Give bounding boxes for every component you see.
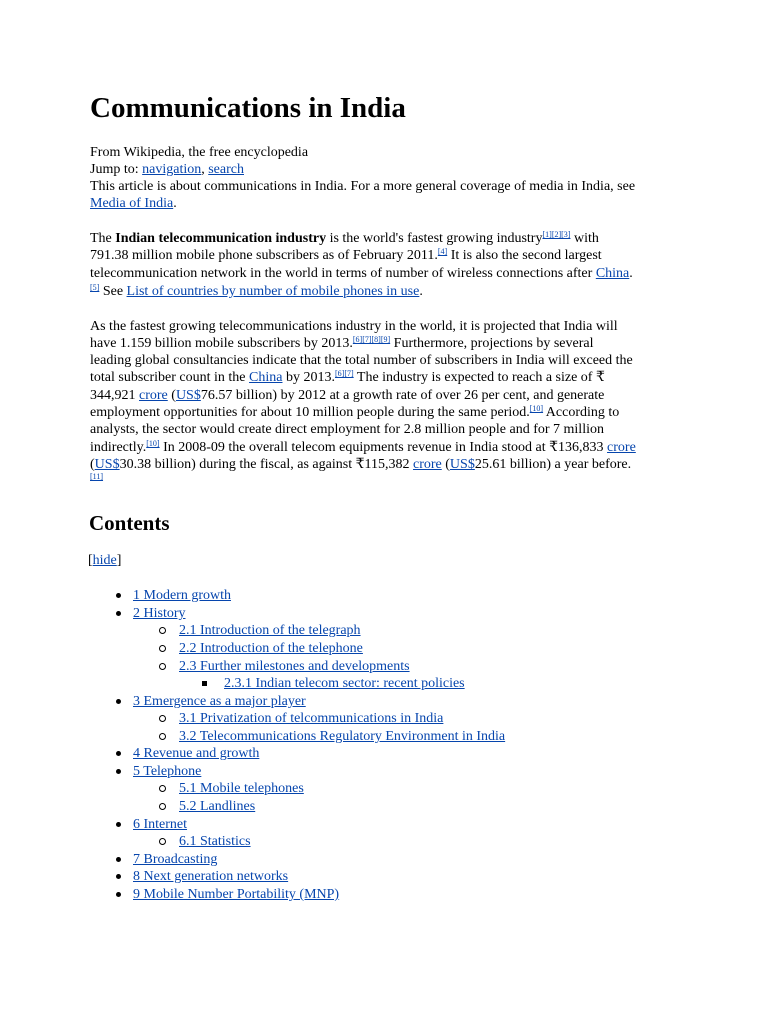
- toc-link[interactable]: 8 Next generation networks: [133, 869, 289, 884]
- toc-item: [179, 780, 304, 797]
- paragraph-2-line-4: total subscriber count in the China by 2013.[6][7] The industry is expected to reach a size of ₹: [90, 369, 605, 385]
- citation-link[interactable]: [6][7]: [334, 369, 354, 378]
- hatnote-line-1: This article is about communications in India. For a more general coverage of media in India, see: [90, 179, 636, 194]
- china-link[interactable]: China: [249, 370, 283, 385]
- toc-item: [179, 833, 251, 850]
- crore-link[interactable]: crore: [412, 457, 442, 472]
- contents-heading: Contents: [89, 511, 170, 535]
- toc-item: [133, 587, 231, 604]
- paragraph-2-line-9: (US$30.38 billion) during the fiscal, as against ₹115,382 crore (US$25.61 billion) a year before.: [90, 457, 632, 472]
- toc-link[interactable]: 1 Modern growth: [133, 588, 231, 603]
- media-of-india-link[interactable]: Media of India: [90, 196, 174, 211]
- china-link[interactable]: China: [595, 266, 630, 281]
- citation-link[interactable]: [5]: [90, 283, 100, 292]
- paragraph-2-line-1: As the fastest growing telecommunications industry in the world, it is projected that India will: [90, 319, 618, 334]
- citation-link[interactable]: [4]: [437, 247, 448, 256]
- paragraph-1-line-4: [5] See List of countries by number of mobile phones in use.: [90, 283, 423, 299]
- page-title: Communications in India: [90, 92, 406, 124]
- paragraph-2-line-10: [90, 472, 103, 489]
- citation-link[interactable]: [11]: [90, 472, 104, 481]
- toc-item: [133, 851, 217, 868]
- toc-link[interactable]: 3.1 Privatization of telcommunications in India: [179, 711, 444, 726]
- toc-item: [179, 798, 255, 815]
- paragraph-1-line-1: The Indian telecommunication industry is the world's fastest growing industry[1][2][3] with: [90, 230, 599, 246]
- toc-item: [179, 622, 361, 639]
- toc-item: [133, 693, 306, 710]
- toc-item: [133, 886, 339, 903]
- paragraph-2-line-2: have 1.159 billion mobile subscribers by 2013.[6][7][8][9] Furthermore, projections by several: [90, 335, 594, 351]
- hide-toc-link[interactable]: hide: [92, 553, 117, 568]
- toc-link[interactable]: 5.1 Mobile telephones: [179, 781, 304, 796]
- paragraph-2-line-8: indirectly.[10] In 2008-09 the overall telecom equipments revenue in India stood at ₹136,833 crore: [90, 439, 636, 455]
- jump-links: Jump to: navigation, search: [90, 162, 244, 177]
- toc-toggle: [hide]: [88, 553, 122, 568]
- toc-item: [133, 763, 201, 780]
- paragraph-2-line-7: analysts, the sector would create direct employment for 2.8 million people and for 7 million: [90, 422, 604, 437]
- toc-link[interactable]: 2.3.1 Indian telecom sector: recent policies: [224, 676, 465, 691]
- toc-item: [224, 675, 465, 692]
- toc-link[interactable]: 6 Internet: [133, 817, 188, 832]
- toc-link[interactable]: 2.3 Further milestones and developments: [179, 659, 410, 674]
- paragraph-2-line-6: employment opportunities for about 10 million people during the same period.[10] According to: [90, 404, 620, 420]
- toc-link[interactable]: 6.1 Statistics: [179, 834, 251, 849]
- tagline: From Wikipedia, the free encyclopedia: [90, 145, 309, 160]
- toc-link[interactable]: 9 Mobile Number Portability (MNP): [133, 887, 340, 902]
- us-dollar-link[interactable]: US$: [449, 457, 475, 472]
- toc-item: [179, 640, 363, 657]
- mobile-phones-list-link[interactable]: List of countries by number of mobile phones in use: [126, 284, 420, 299]
- toc-item: [179, 728, 505, 745]
- paragraph-1-line-3: telecommunication network in the world in terms of number of wireless connections after China.: [90, 266, 633, 281]
- search-link[interactable]: search: [208, 162, 244, 177]
- citation-link[interactable]: [1][2][3]: [542, 230, 571, 239]
- paragraph-2-line-3: leading global consultancies indicate that the total number of subscribers in India will exceed the: [90, 353, 633, 368]
- paragraph-1-line-2: 791.38 million mobile phone subscribers as of February 2011.[4] It is also the second largest: [90, 247, 602, 263]
- crore-link[interactable]: crore: [139, 388, 168, 403]
- citation-link[interactable]: [10]: [529, 404, 544, 413]
- toc-item: [133, 745, 259, 762]
- toc-link[interactable]: 5.2 Landlines: [179, 799, 256, 814]
- toc-link[interactable]: 7 Broadcasting: [133, 852, 218, 867]
- toc-item: [133, 605, 186, 622]
- bold-term: Indian telecommunication industry: [115, 231, 327, 246]
- toc-item: [133, 816, 187, 833]
- navigation-link[interactable]: navigation: [142, 162, 202, 177]
- toc-item: [179, 658, 410, 675]
- toc-link[interactable]: 2.1 Introduction of the telegraph: [179, 623, 361, 638]
- toc-link[interactable]: 3 Emergence as a major player: [133, 694, 306, 709]
- us-dollar-link[interactable]: US$: [94, 457, 120, 472]
- toc-link[interactable]: 2.2 Introduction of the telephone: [179, 641, 363, 656]
- citation-link[interactable]: [10]: [146, 439, 160, 448]
- toc-link[interactable]: 4 Revenue and growth: [133, 746, 260, 761]
- toc-link[interactable]: 5 Telephone: [133, 764, 202, 779]
- crore-link[interactable]: crore: [607, 440, 636, 455]
- toc-link[interactable]: 3.2 Telecommunications Regulatory Environment in India: [179, 729, 506, 744]
- hatnote-line-2: Media of India.: [90, 196, 177, 211]
- paragraph-2-line-5: 344,921 crore (US$76.57 billion) by 2012 at a growth rate of over 26 per cent, and generate: [90, 388, 605, 403]
- us-dollar-link[interactable]: US$: [175, 388, 201, 403]
- toc-item: [179, 710, 443, 727]
- citation-link[interactable]: [6][7][8][9]: [352, 335, 391, 344]
- toc-item: [133, 868, 288, 885]
- toc-link[interactable]: 2 History: [133, 606, 186, 621]
